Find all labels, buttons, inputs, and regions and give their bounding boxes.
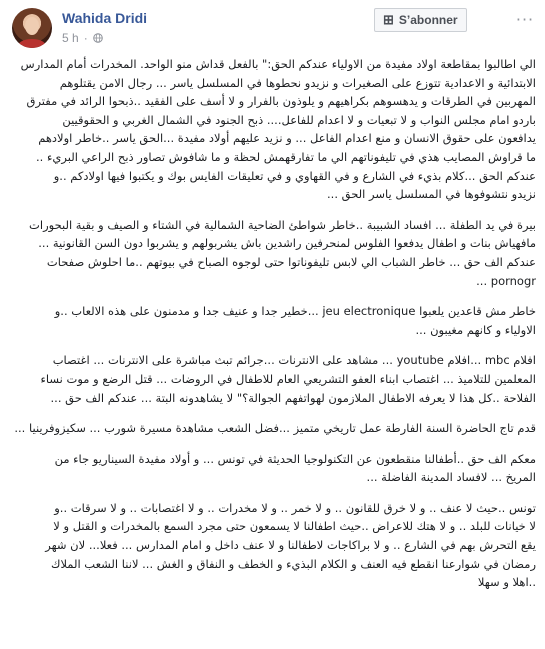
plus-icon: ⊞ — [383, 12, 394, 27]
post-paragraph: قدم تاج الحاضرة السنة الفارطة عمل تاريخي متميز ...فضل الشعب مشاهدة مسيرة شورب ... سكيزوفرينيا ... — [14, 421, 536, 436]
post-meta — [62, 31, 103, 45]
post-body — [10, 55, 536, 604]
author-name[interactable]: Wahida Dridi — [62, 10, 148, 26]
post-paragraph: معكم الف حق ..أطفالنا منقطعون عن التكنولوجيا الحديثة في تونس ... و أولاد مفيدة السيناريو جاء من المريخ ... لافساد المدينة الفاضلة ... — [54, 451, 536, 485]
post-paragraph: خاطر مش قاعدين يلعبوا jeu electronique ...خطير جدا و عنيف جدا و مدمنون على هذه الالعاب ..و الاولياء و كانهم مغيبون ... — [54, 304, 536, 337]
follow-button[interactable] — [374, 8, 467, 32]
more-options-icon[interactable]: ··· — [515, 9, 535, 29]
post-paragraph: افلام mbc ...افلام youtube ... مشاهد على الانترنات ...جرائم تبث مباشرة على الانترنات ... اغتصاب المعلمين للتلاميذ ... اغتصاب ابناء العفو التشريعي العام للاطفال في الروضات ... قتل الرضع و موت نساء الفلاحة ..كل هذا لا يعرفه الاطفال الملازمون لهواتفهم الجوالة؟" لا يشاهدونه البتة ... عندكم الف حق ... — [40, 353, 536, 405]
post-paragraph: بيرة في يد الطفلة ... افساد الشبيبة ..خاطر شواطئ الضاحية الشمالية في الشتاء و الصيف و بقية البحورات مافهياش بنات و اطفال يدفعوا الفلوس لمنحرفين راشدين باش يشربولهم و يشربوا دون السن القانونية ... عندكم الف حق ... خاطر الشباب الي لابس تليفوناتوا حتى لوجوه الصباح في بيوتهم ..ما احلوش صفحات pornogr ... — [29, 217, 536, 288]
avatar-shirt — [18, 39, 46, 48]
post-time[interactable]: 5 h — [62, 31, 79, 45]
post-paragraph: الي اطالبوا بمقاطعة اولاد مفيدة من الاولياء عندكم الحق:" بالفعل قداش منو الواحد. المخدرات أمام المدارس الابتدائية و الاعدادية تتوزع على الصغيرات و نزيدو نحطوها في المسلسل ياسر ... رجال الامن يقتلوهم المهربين في الطرقات و يدهسوهم بكراهيهم و يلوذون بالفرار و لا أسف على الفقيد ..ذبحوا الرائد في مفترق باردو امام مجلس النواب و لا تبعيات و لا اعدام للفاعل.... ذبح الجنود في الشمال الغربي و الحقوقيين يدافعون على حقوق الانسان و منع اعدام الفاعل ... و نزيد عليهم أولاد مفيدة ...الحق ياسر ..خاطر اولادهم ما قراوش المصايب هذي في تليفوناتهم الي ما تفارقهمش لحظة و ما شافوش تصاور ذبح الراعي البريء .. عندكم الحق ...كلام بذيء في الشارع و في القهاوي و في تعليقات الفايس بوك و يكتبوا فيها اولادكم ..و نزيدو نتشوفوها في المسلسل ياسر الحق ... — [20, 57, 536, 202]
avatar[interactable] — [12, 8, 52, 48]
avatar-face — [25, 17, 39, 35]
globe-icon — [93, 33, 103, 43]
separator-dot: · — [83, 31, 88, 45]
post-header — [0, 0, 545, 50]
follow-label: S’abonner — [398, 13, 458, 27]
post-paragraph: تونس ..حيث لا عنف .. و لا خرق للقانون .. و لا خمر .. و لا مخدرات .. و لا اغتصابات .. و لا سرقات ..و لا خيانات للبلد .. و لا هتك للاعراض ..حيث اطفالنا لا يسمعون حتى مجرد السمع بالمخدرات و القتل و لا يقع التحرش بهم في الشارع .. و لا براكاجات لاطفالنا و لا عنف داخل و امام المدارس ... فعلا... لان شهر رمضان في شوارعنا انقطع فيه العنف و الكلام البذيء و الخطف و النفاق و الغش ... لاننا الشعب الملاك ..اهلا و سهلا — [45, 500, 536, 590]
